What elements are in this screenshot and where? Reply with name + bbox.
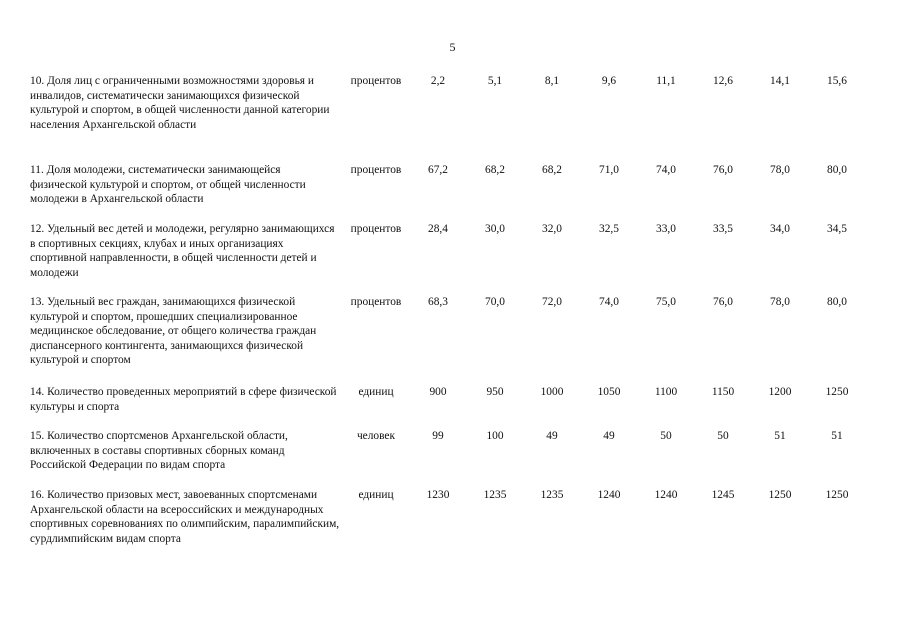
indicator-value: 12,6 — [713, 75, 733, 87]
indicator-description: 11. Доля молодежи, систематически занимающейся физической культурой и спортом, от общей численности молодежи в Архангельской области — [30, 164, 306, 206]
indicator-unit: человек — [356, 430, 396, 442]
indicator-unit: процентов — [350, 75, 402, 87]
indicator-value: 1240 — [654, 489, 678, 501]
indicator-value: 11,1 — [656, 75, 676, 87]
indicator-value: 32,0 — [542, 223, 562, 235]
indicator-value: 1250 — [768, 489, 792, 501]
indicator-value: 1000 — [540, 386, 564, 398]
indicator-description: 16. Количество призовых мест, завоеванных спортсменами Архангельской области на всероссийских и международных спортивных соревнованиях по олимпийским, паралимпийским, сурдлимпийским видам спорта — [30, 489, 340, 545]
indicator-unit: процентов — [350, 223, 402, 235]
indicator-value: 8,1 — [544, 75, 560, 87]
indicator-value: 78,0 — [770, 164, 790, 176]
indicator-value: 75,0 — [656, 296, 676, 308]
indicator-value: 49 — [546, 430, 558, 442]
indicator-value: 33,0 — [656, 223, 676, 235]
indicator-unit: единиц — [358, 489, 394, 501]
indicator-value: 49 — [603, 430, 615, 442]
indicator-value: 1250 — [825, 489, 849, 501]
indicator-value: 5,1 — [487, 75, 503, 87]
indicator-description: 14. Количество проведенных мероприятий в сфере физической культуры и спорта — [30, 386, 337, 413]
indicator-value: 1150 — [711, 386, 735, 398]
indicator-value: 76,0 — [713, 296, 733, 308]
indicator-description: 10. Доля лиц с ограниченными возможностями здоровья и инвалидов, систематически занимающихся физической культурой и спортом, в общей численности данной категории населения Архангельской области — [30, 75, 330, 131]
indicator-value: 1230 — [426, 489, 450, 501]
indicator-value: 1050 — [597, 386, 621, 398]
indicator-description: 12. Удельный вес детей и молодежи, регулярно занимающихся в спортивных секциях, клубах и иных организациях спортивной направленности, в общей численности детей и молодежи — [30, 223, 335, 279]
indicator-value: 1240 — [597, 489, 621, 501]
indicator-value: 74,0 — [599, 296, 619, 308]
indicator-value: 68,2 — [542, 164, 562, 176]
indicator-value: 33,5 — [713, 223, 733, 235]
indicator-value: 99 — [432, 430, 444, 442]
indicator-value: 1235 — [540, 489, 564, 501]
indicator-value: 2,2 — [430, 75, 446, 87]
indicator-value: 67,2 — [428, 164, 448, 176]
indicator-value: 80,0 — [827, 296, 847, 308]
indicator-description: 13. Удельный вес граждан, занимающихся физической культурой и спортом, прошедших специализированное медицинское обследование, от общего количества граждан диспансерного контингента, занимающихся физической культурой и спортом — [30, 296, 317, 367]
indicator-value: 9,6 — [601, 75, 617, 87]
indicator-value: 950 — [486, 386, 504, 398]
indicator-value: 34,0 — [770, 223, 790, 235]
page-number: 5 — [449, 40, 456, 54]
indicator-unit: процентов — [350, 296, 402, 308]
indicator-value: 72,0 — [542, 296, 562, 308]
indicator-value: 68,2 — [485, 164, 505, 176]
indicator-description: 15. Количество спортсменов Архангельской области, включенных в составы спортивных сборных команд Российской Федерации по видам спорта — [30, 430, 288, 472]
indicator-unit: процентов — [350, 164, 402, 176]
indicator-value: 1200 — [768, 386, 792, 398]
indicator-value: 1235 — [483, 489, 507, 501]
indicator-value: 51 — [831, 430, 843, 442]
indicator-value: 1245 — [711, 489, 735, 501]
indicator-value: 71,0 — [599, 164, 619, 176]
indicator-value: 50 — [660, 430, 672, 442]
indicator-value: 51 — [774, 430, 786, 442]
indicator-value: 76,0 — [713, 164, 733, 176]
indicator-value: 80,0 — [827, 164, 847, 176]
indicator-value: 1250 — [825, 386, 849, 398]
indicator-unit: единиц — [358, 386, 394, 398]
indicator-value: 1100 — [654, 386, 678, 398]
indicator-value: 100 — [486, 430, 504, 442]
indicator-value: 34,5 — [827, 223, 847, 235]
indicator-value: 30,0 — [485, 223, 505, 235]
indicator-value: 14,1 — [770, 75, 790, 87]
indicator-value: 50 — [717, 430, 729, 442]
indicator-value: 32,5 — [599, 223, 619, 235]
indicator-value: 74,0 — [656, 164, 676, 176]
indicator-value: 28,4 — [428, 223, 448, 235]
indicator-value: 70,0 — [485, 296, 505, 308]
indicator-value: 15,6 — [827, 75, 847, 87]
indicator-value: 900 — [429, 386, 447, 398]
indicator-value: 68,3 — [428, 296, 448, 308]
indicator-value: 78,0 — [770, 296, 790, 308]
